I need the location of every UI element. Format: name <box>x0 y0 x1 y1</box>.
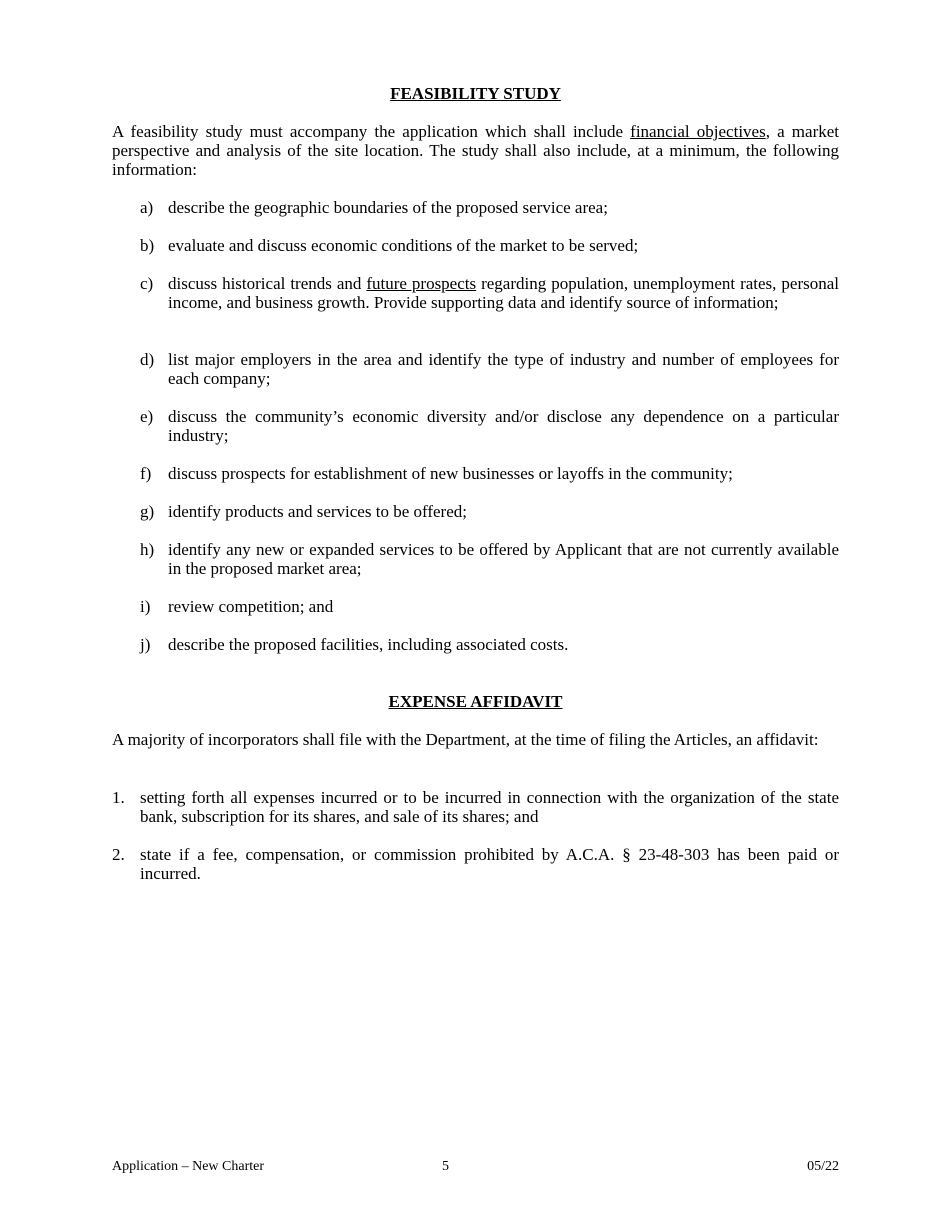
feasibility-intro: A feasibility study must accompany the application which shall include financial objectives, a market perspective and analysis of the site location. The study shall also include, at a minimum, the following information: <box>112 122 840 179</box>
feasibility-study-heading: FEASIBILITY STUDY <box>390 84 561 103</box>
expense-affidavit-heading: EXPENSE AFFIDAVIT <box>388 692 563 711</box>
future-prospects-text: future prospects <box>366 274 477 293</box>
financial-objectives-link-text: financial objectives <box>630 122 766 141</box>
document-page: FEASIBILITY STUDY A feasibility study must accompany the application which shall include financial objectives, a market perspective and analysis of the site location. The study shall also include, at a minimum, the following information: a) describe the geographic boundaries of the proposed service area; b) evaluate and discuss economic conditions of the market to be served; c) discuss historical trends and future prospects regarding population, unemployment rates, personal income, and business growth. Provide supporting data and identify source of information; d) list major employers in the area and identify the type of industry and number of employees for each company; e) discuss the community’s economic diversity and/or disclose any dependence on a particular industry; f) discuss prospects for establishment of new businesses or layoffs in the community; g) identify products and services to be offered; h) identify any new or expanded services to be offered by Applicant that are not currently available in the proposed market area; i) review competition; and j) describe the proposed facilities, including associated costs. EXPENSE AFFIDAVIT A majority of incorporators shall file with the Department, at the time of filing the Articles, an affidavit: 1. setting forth all expenses incurred or to be incurred in connection with the organization of the state bank, subscription for its shares, and sale of its shares; and 2. state if a fee, compensation, or commission prohibited by A.C.A. § 23-48-303 has been paid or incurred. Application – New Charter 5 05/22 <box>112 84 840 1174</box>
footer-revision-date: 05/22 <box>807 1159 839 1174</box>
affidavit-intro: A majority of incorporators shall file with the Department, at the time of filing the Articles, an affidavit: <box>112 730 819 749</box>
footer-page-number: 5 <box>442 1159 449 1174</box>
footer-document-title: Application – New Charter <box>112 1159 265 1174</box>
